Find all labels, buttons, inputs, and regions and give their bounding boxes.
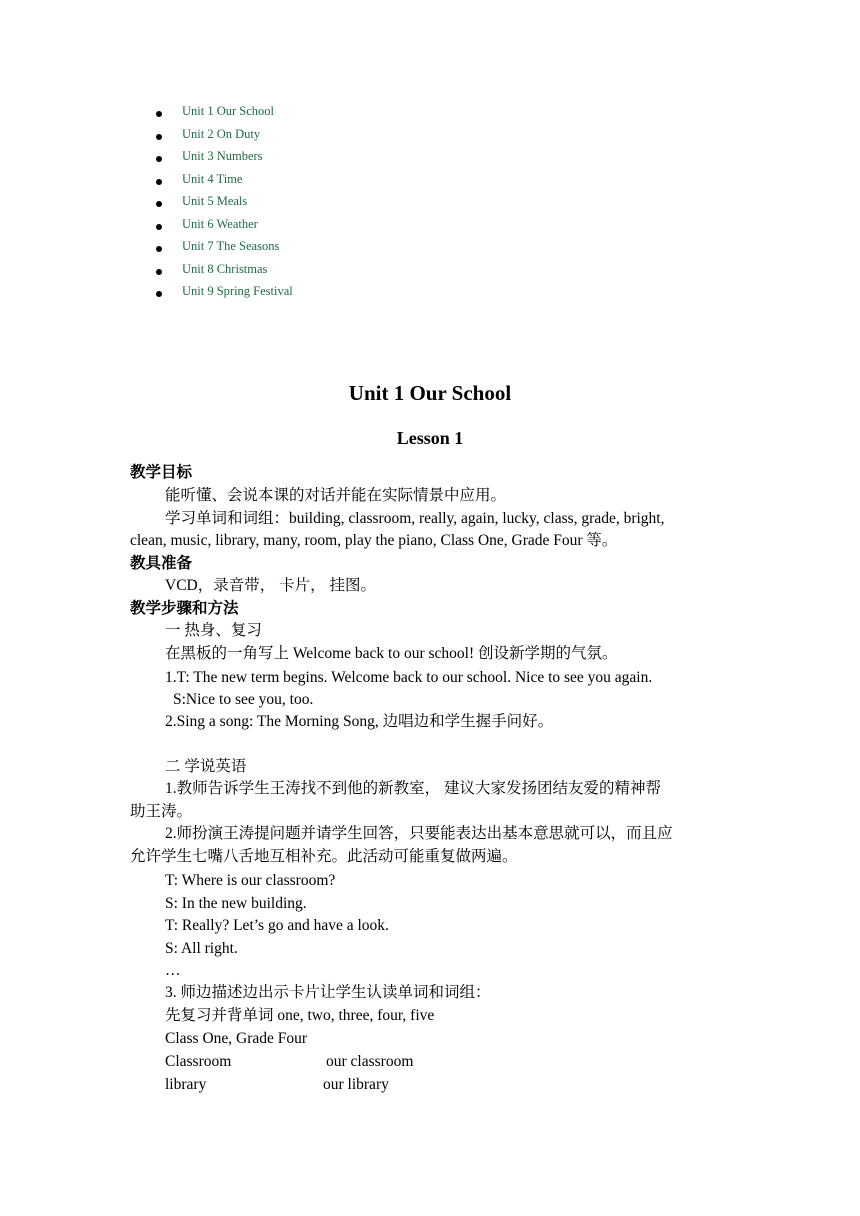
text-line: Classroom (165, 1053, 232, 1070)
bullet-icon (156, 179, 162, 185)
unit-link[interactable]: Unit 4 Time (182, 172, 243, 186)
unit-link[interactable]: Unit 2 On Duty (182, 127, 261, 141)
text-line: 3. 师边描述边出示卡片让学生认读单词和词组： (165, 984, 491, 1001)
bullet-icon (156, 134, 162, 140)
text-line: 能听懂、会说本课的对话并能在实际情景中应用。 (165, 487, 507, 504)
unit-link[interactable]: Unit 6 Weather (182, 217, 258, 231)
unit-link[interactable]: Unit 8 Christmas (182, 262, 268, 276)
bullet-icon (156, 291, 162, 297)
text-line: clean, music, library, many, room, play the piano, Class One, Grade Four 等。 (130, 532, 618, 549)
bullet-icon (156, 111, 162, 117)
text-line: 1.T: The new term begins. Welcome back to our school. Nice to see you again. (165, 669, 653, 686)
unit-title: Unit 1 Our School (348, 381, 512, 405)
unit-link[interactable]: Unit 5 Meals (182, 194, 248, 208)
section-heading: 教学步骤和方法 (130, 600, 239, 617)
text-line: 2.师扮演王涛提问题并请学生回答，只要能表达出基本意思就可以，而且应 (165, 825, 673, 842)
unit-link[interactable]: Unit 7 The Seasons (182, 239, 280, 253)
text-line: 学习单词和词组：building, classroom, really, again, lucky, class, grade, bright, (165, 510, 665, 527)
text-line: 允许学生七嘴八舌地互相补充。此活动可能重复做两遍。 (130, 848, 518, 865)
text-line: S: In the new building. (165, 895, 307, 912)
unit-link[interactable]: Unit 1 Our School (182, 104, 275, 118)
text-line: 1.教师告诉学生王涛找不到他的新教室， 建议大家发扬团结友爱的精神帮 (165, 780, 662, 797)
text-line: 在黑板的一角写上 Welcome back to our school! 创设新学期的气氛。 (165, 645, 618, 662)
text-line: Class One, Grade Four (165, 1030, 308, 1047)
bullet-icon (156, 269, 162, 275)
text-line: 一 热身、复习 (165, 622, 262, 639)
text-line: T: Really? Let’s go and have a look. (165, 917, 389, 934)
text-line: 二 学说英语 (165, 758, 247, 775)
text-line: 先复习并背单词 one, two, three, four, five (165, 1007, 435, 1024)
text-line: … (165, 962, 181, 979)
text-line: T: Where is our classroom? (165, 872, 336, 889)
text-line: our library (323, 1076, 389, 1093)
text-line: our classroom (326, 1053, 414, 1070)
bullet-icon (156, 201, 162, 207)
text-line: 2.Sing a song: The Morning Song, 边唱边和学生握手问好。 (165, 713, 554, 730)
bullet-icon (156, 224, 162, 230)
lesson-title: Lesson 1 (396, 428, 464, 448)
bullet-icon (156, 156, 162, 162)
text-line: 助王涛。 (130, 803, 193, 820)
text-line: S: All right. (165, 940, 238, 957)
bullet-icon (156, 246, 162, 252)
text-line: S:Nice to see you, too. (173, 691, 314, 708)
unit-link[interactable]: Unit 3 Numbers (182, 149, 263, 163)
section-heading: 教具准备 (130, 555, 193, 572)
unit-link[interactable]: Unit 9 Spring Festival (182, 284, 293, 298)
section-heading: 教学目标 (130, 464, 193, 481)
text-line: library (165, 1076, 207, 1093)
text-line: VCD，录音带， 卡片， 挂图。 (165, 577, 376, 594)
